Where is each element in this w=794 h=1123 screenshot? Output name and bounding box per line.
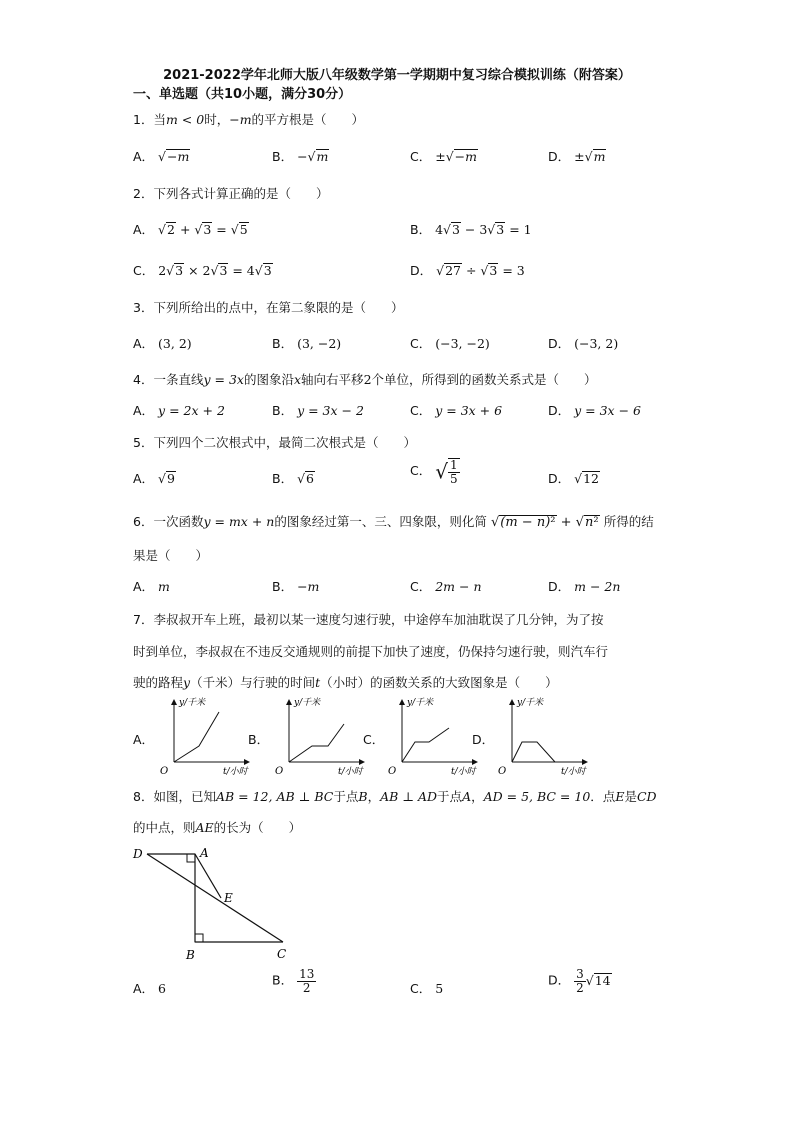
q8-option-a[interactable]: A． 6	[133, 981, 166, 996]
q1-option-d[interactable]: D． ±√m	[548, 149, 606, 164]
q5-option-d[interactable]: D． √12	[548, 471, 599, 486]
section-heading: 一、单选题（共10小题，满分30分）	[133, 87, 352, 102]
q8-option-c[interactable]: C． 5	[410, 981, 444, 996]
page-title: 2021-2022学年北师大版八年级数学第一学期期中复习综合模拟训练（附答案）	[163, 68, 631, 83]
label-e: E	[224, 891, 233, 905]
q2-option-b[interactable]: B． 4√3 − 3√3 = 1	[410, 222, 532, 237]
label-b: B	[186, 948, 195, 962]
q5-option-a[interactable]: A． √9	[133, 471, 175, 486]
segment-dc	[147, 854, 283, 942]
x-axis-label: t/小时	[451, 767, 476, 777]
label-c: C	[277, 947, 287, 961]
q4-option-b[interactable]: B． y = 3x − 2	[272, 403, 364, 418]
q8-option-b[interactable]: B． $\frac{13}{2}$	[272, 967, 315, 995]
origin-label: O	[160, 766, 169, 777]
x-axis-label: t/小时	[223, 767, 248, 777]
q6-option-d[interactable]: D． m − 2n	[548, 579, 621, 594]
q7-graph-c[interactable]	[385, 694, 480, 780]
origin-label: O	[498, 766, 507, 777]
q7-option-c-label[interactable]: C．	[363, 732, 385, 747]
q5-option-c[interactable]: C． √ $\frac{1}{5}$	[410, 458, 458, 486]
graph-line	[289, 724, 344, 762]
q4-option-d[interactable]: D． y = 3x − 6	[548, 403, 641, 418]
question-8-line-1: 8．如图，已知AB = 12, AB ⊥ BC于点B，AB ⊥ AD于点A，AD = 5, BC = 10．点E是CD	[133, 789, 657, 804]
q7-graph-a[interactable]	[157, 694, 252, 780]
y-axis-label: y/千米	[179, 698, 206, 708]
right-angle-b	[195, 934, 203, 942]
question-4: 4．一条直线y = 3x的图象沿x轴向右平移2个单位，所得到的函数关系式是（ ）	[133, 372, 597, 387]
q4-option-c[interactable]: C． y = 3x + 6	[410, 403, 503, 418]
question-6: 6．一次函数y = mx + n的图象经过第一、三、四象限，则化简 √(m − n)² + √n² 所得的结	[133, 514, 654, 530]
graph-line	[512, 742, 555, 762]
q2-option-a[interactable]: A． √2 + √3 = √5	[133, 222, 248, 237]
q3-option-a[interactable]: A． (3, 2)	[133, 336, 192, 351]
label-d: D	[133, 847, 143, 861]
right-angle-a	[187, 854, 195, 862]
graph-line	[174, 712, 219, 762]
question-6-continued: 果是（ ）	[133, 548, 209, 563]
q5-option-b[interactable]: B． √6	[272, 471, 314, 486]
question-7-line-1: 7．李叔叔开车上班，最初以某一速度匀速行驶，中途停车加油耽误了几分钟，为了按	[133, 612, 604, 627]
q1-option-b[interactable]: B． −√m	[272, 149, 329, 164]
question-1: 1．当m < 0时，−m的平方根是（ ）	[133, 112, 365, 127]
question-5: 5．下列四个二次根式中，最简二次根式是（ ）	[133, 435, 416, 450]
q6-option-a[interactable]: A． m	[133, 579, 170, 594]
q6-option-c[interactable]: C． 2m − n	[410, 579, 482, 594]
question-8-line-2: 的中点，则AE的长为（ ）	[133, 820, 302, 835]
q2-option-c[interactable]: C． 2√3 × 2√3 = 4√3	[133, 263, 272, 278]
q2-option-d[interactable]: D． √27 ÷ √3 = 3	[410, 263, 525, 278]
q3-option-b[interactable]: B． (3, −2)	[272, 336, 342, 351]
question-7-line-3: 驶的路程y（千米）与行驶的时间t（小时）的函数关系的大致图象是（ ）	[133, 675, 558, 690]
label-a: A	[200, 846, 209, 860]
segment-ae	[195, 854, 221, 898]
graph-line	[402, 728, 449, 762]
origin-label: O	[275, 766, 284, 777]
question-2: 2．下列各式计算正确的是（ ）	[133, 186, 329, 201]
question-7-line-2: 时到单位，李叔叔在不违反交通规则的前提下加快了速度，仍保持匀速行驶，则汽车行	[133, 644, 609, 659]
q1-option-a[interactable]: A． √−m	[133, 149, 190, 164]
y-axis-label: y/千米	[407, 698, 434, 708]
q6-option-b[interactable]: B． −m	[272, 579, 320, 594]
q4-option-a[interactable]: A． y = 2x + 2	[133, 403, 225, 418]
origin-label: O	[388, 766, 397, 777]
q3-option-c[interactable]: C． (−3, −2)	[410, 336, 490, 351]
x-axis-label: t/小时	[561, 767, 586, 777]
q8-option-d[interactable]: D． $\frac{3}{2}$ √14	[548, 967, 611, 995]
q8-figure	[125, 840, 300, 965]
q7-option-b-label[interactable]: B．	[248, 732, 270, 747]
x-axis-label: t/小时	[338, 767, 363, 777]
y-axis-label: y/千米	[517, 698, 544, 708]
q7-option-a-label[interactable]: A．	[133, 732, 155, 747]
q1-option-c[interactable]: C． ±√−m	[410, 149, 477, 164]
q7-graph-b[interactable]	[272, 694, 367, 780]
q7-graph-d[interactable]	[495, 694, 590, 780]
y-axis-label: y/千米	[294, 698, 321, 708]
question-3: 3．下列所给出的点中，在第二象限的是（ ）	[133, 300, 404, 315]
q7-option-d-label[interactable]: D．	[472, 732, 495, 747]
q3-option-d[interactable]: D． (−3, 2)	[548, 336, 619, 351]
